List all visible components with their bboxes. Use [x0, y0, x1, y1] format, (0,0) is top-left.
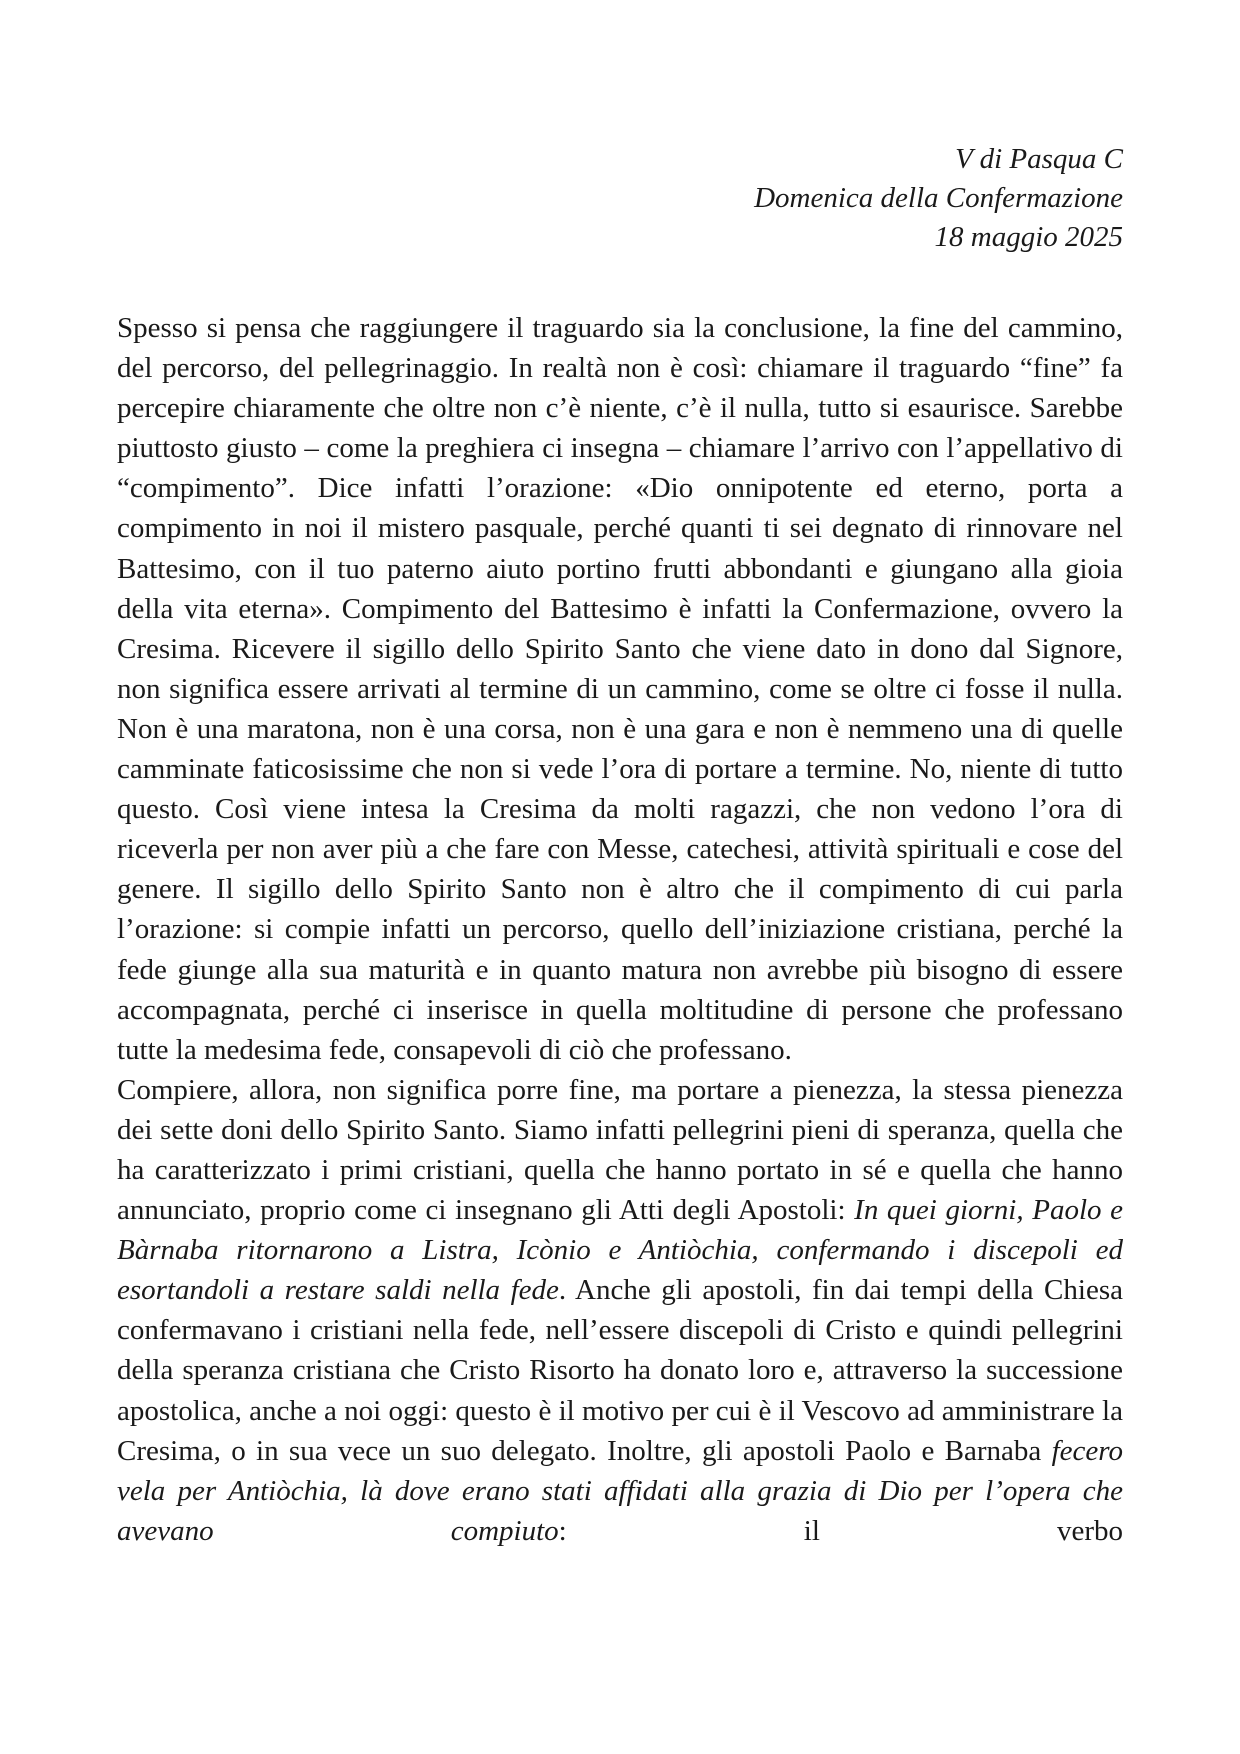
celebration-title: Domenica della Confermazione — [754, 182, 1123, 214]
document-page — [117, 140, 1123, 1551]
document-body — [117, 308, 1123, 1551]
scripture-quote-1: In quei giorni, Paolo e Bàrnaba ritornarono a Listra, Icònio e Antiòchia, confermando i discepoli ed esortandoli a restare saldi nella fede — [117, 1194, 1123, 1307]
paragraph-2-text-2: . Anche gli apostoli, fin dai tempi della Chiesa confermavano i cristiani nella fede, nell’essere discepoli di Cristo e quindi pellegrini della speranza cristiana che Cristo Risorto ha donato loro e, attraverso la successione apostolica, anche a noi oggi: questo è il motivo per cui è il Vescovo ad amministrare la Cresima, o in sua vece un suo delegato. Inoltre, gli apostoli Paolo e Barnaba — [117, 1274, 1123, 1467]
paragraph-2-text-3: : il verbo — [558, 1514, 1124, 1547]
paragraph-2-text-1: Compiere, allora, non significa porre fine, ma portare a pienezza, la stessa pienezza dei sette doni dello Spirito Santo. Siamo infatti pellegrini pieni di speranza, quella che ha caratterizzato i primi cristiani, quella che hanno portato in sé e quella che hanno annunciato, proprio come ci insegnano gli Atti degli Apostoli: — [117, 1073, 1123, 1227]
paragraph-2 — [117, 1070, 1123, 1551]
liturgical-day: V di Pasqua C — [955, 143, 1123, 175]
scripture-quote-2: fecero vela per Antiòchia, là dove erano stati affidati alla grazia di Dio per l’opera che avevano compiuto — [117, 1434, 1123, 1547]
document-date: 18 maggio 2025 — [934, 221, 1123, 253]
document-header — [117, 140, 1123, 257]
paragraph-1: Spesso si pensa che raggiungere il traguardo sia la conclusione, la fine del cammino, del percorso, del pellegrinaggio. In realtà non è così: chiamare il traguardo “fine” fa percepire chiaramente che oltre non c’è niente, c’è il nulla, tutto si esaurisce. Sarebbe piuttosto giusto – come la preghiera ci insegna – chiamare l’arrivo con l’appellativo di “compimento”. Dice infatti l’orazione: «Dio onnipotente ed eterno, porta a compimento in noi il mistero pasquale, perché quanti ti sei degnato di rinnovare nel Battesimo, con il tuo paterno aiuto portino frutti abbondanti e giungano alla gioia della vita eterna». Compimento del Battesimo è infatti la Confermazione, ovvero la Cresima. Ricevere il sigillo dello Spirito Santo che viene dato in dono dal Signore, non significa essere arrivati al termine di un cammino, come se oltre ci fosse il nulla. Non è una maratona, non è una corsa, non è una gara e non è nemmeno una di quelle camminate faticosissime che non si vede l’ora di portare a termine. No, niente di tutto questo. Così viene intesa la Cresima da molti ragazzi, che non vedono l’ora di riceverla per non aver più a che fare con Messe, catechesi, attività spirituali e cose del genere. Il sigillo dello Spirito Santo non è altro che il compimento di cui parla l’orazione: si compie infatti un percorso, quello dell’iniziazione cristiana, perché la fede giunge alla sua maturità e in quanto matura non avrebbe più bisogno di essere accompagnata, perché ci inserisce in quella moltitudine di persone che professano tutte la medesima fede, consapevoli di ciò che professano. — [117, 312, 1123, 1066]
